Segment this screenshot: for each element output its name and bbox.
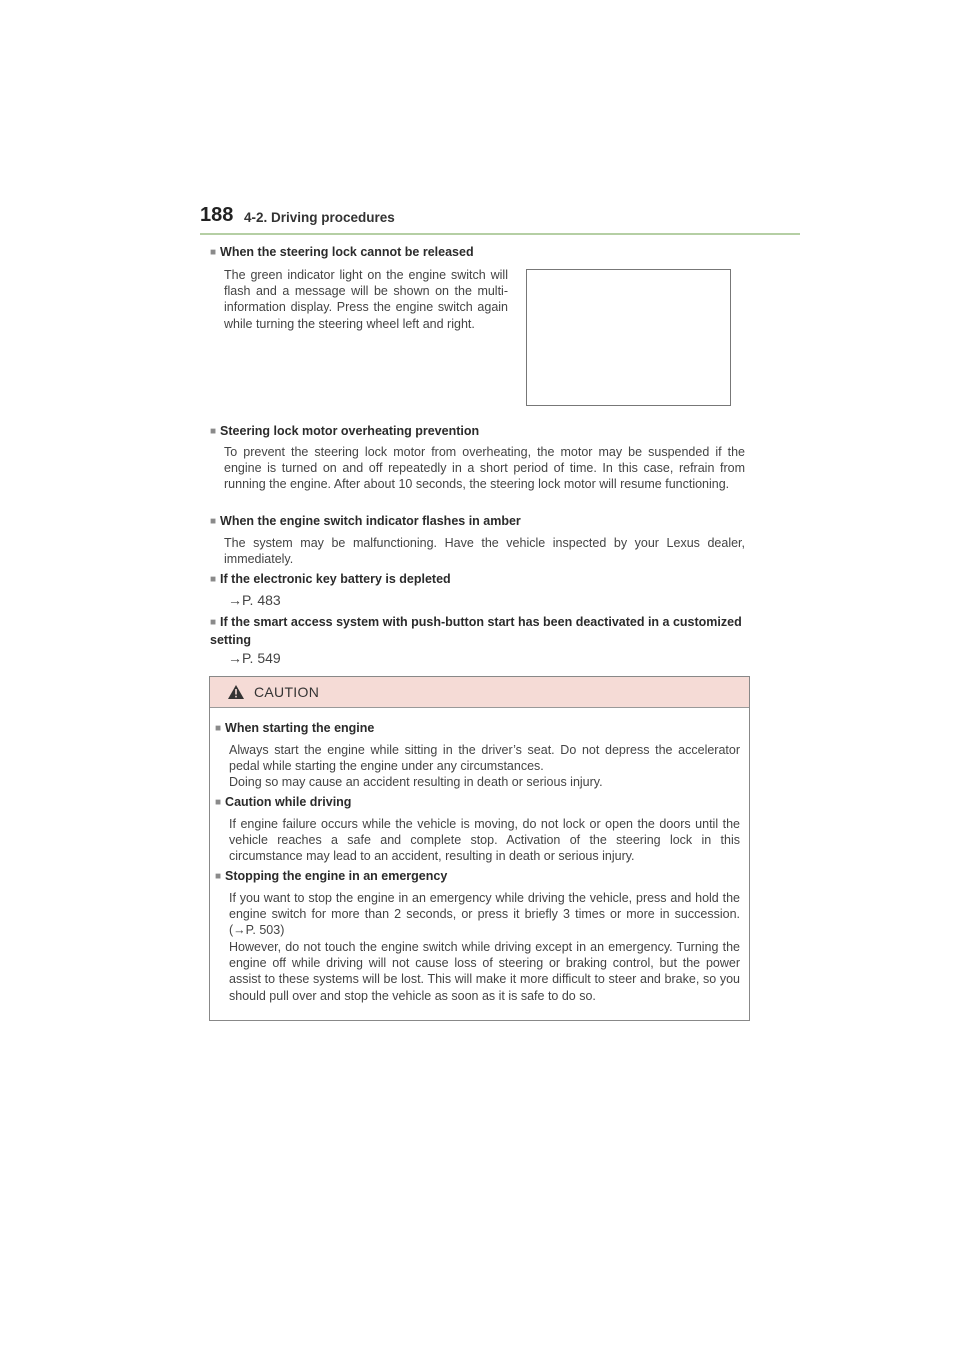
page-reference-link[interactable]: →P. 549 xyxy=(228,650,281,666)
caution-item-body: If engine failure occurs while the vehicle is moving, do not lock or open the doors until the vehicle reaches a safe and complete stop. Activation of the steering lock in this circumstance may lead to an accident, resulting in death or serious injury. xyxy=(229,817,740,864)
section-heading: ■ When the engine switch indicator flashes in amber xyxy=(210,514,521,528)
bullet-square-icon: ■ xyxy=(215,871,222,882)
caution-item-body: However, do not touch the engine switch while driving except in an emergency. Turning the engine off while driving will not cause loss of steering or braking control, but the power assist to these systems will be lost. This will make it more difficult to steer and brake, so you should pull over and stop the vehicle as soon as it is safe to do so. xyxy=(229,940,740,1003)
caution-item-heading: ■ When starting the engine xyxy=(215,721,375,735)
caution-header xyxy=(210,677,749,708)
bullet-square-icon: ■ xyxy=(210,617,217,628)
bullet-square-icon: ■ xyxy=(210,426,217,437)
illustration-figure xyxy=(526,269,731,406)
caution-item-heading: ■ Caution while driving xyxy=(215,795,352,809)
page-number: 188 xyxy=(200,204,234,226)
warning-triangle-icon xyxy=(228,685,244,699)
caution-box xyxy=(209,676,750,1021)
bullet-square-icon: ■ xyxy=(215,723,222,734)
section-heading: ■ If the electronic key battery is depleted xyxy=(210,572,451,586)
caution-item-body: Doing so may cause an accident resulting in death or serious injury. xyxy=(229,775,603,789)
bullet-square-icon: ■ xyxy=(210,247,217,258)
caution-item-heading: ■ Stopping the engine in an emergency xyxy=(215,869,448,883)
section-body: The system may be malfunctioning. Have the vehicle inspected by your Lexus dealer, immediately. xyxy=(224,536,745,567)
section-body: The green indicator light on the engine switch will flash and a message will be shown on the multi-information display. Press the engine switch again while turning the steering wheel left and right. xyxy=(224,268,508,331)
header-divider xyxy=(200,233,800,235)
section-heading: ■ When the steering lock cannot be released xyxy=(210,245,474,259)
section-title: 4-2. Driving procedures xyxy=(244,210,395,225)
caution-title: CAUTION xyxy=(254,684,320,700)
bullet-square-icon: ■ xyxy=(215,797,222,808)
page-reference-link[interactable]: →P. 483 xyxy=(228,592,281,608)
section-heading: ■ If the smart access system with push-button start has been deactivated in a customized setting xyxy=(210,615,742,648)
caution-item-body: If you want to stop the engine in an emergency while driving the vehicle, press and hold the engine switch for more than 2 seconds, or press it briefly 3 times or more in succession. (→P. 503) xyxy=(229,891,740,938)
section-heading: ■ Steering lock motor overheating prevention xyxy=(210,424,480,438)
caution-item-body: Always start the engine while sitting in the driver’s seat. Do not depress the accelerator pedal while starting the engine under any circumstances. xyxy=(229,743,740,774)
section-body: To prevent the steering lock motor from overheating, the motor may be suspended if the engine is turned on and off repeatedly in a short period of time. In this case, refrain from running the engine. After about 10 seconds, the steering lock motor will resume functioning. xyxy=(224,445,745,492)
bullet-square-icon: ■ xyxy=(210,516,217,527)
page-header xyxy=(200,204,800,236)
bullet-square-icon: ■ xyxy=(210,574,217,585)
